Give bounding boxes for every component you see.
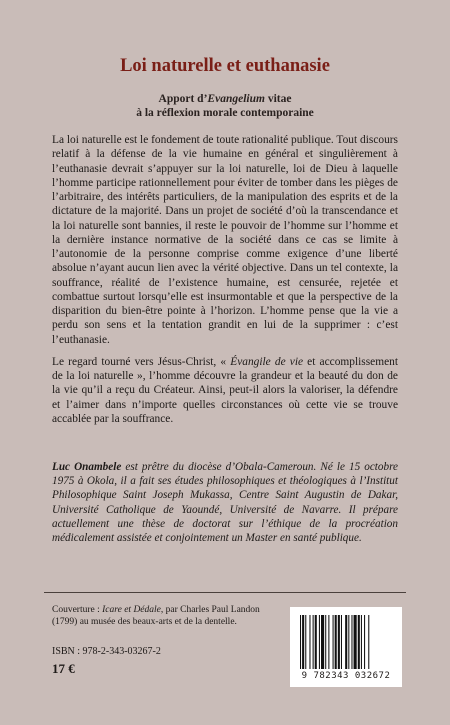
paragraph-2-italic: Évangile de vie bbox=[230, 355, 304, 368]
subtitle-line-1 bbox=[0, 92, 450, 106]
subtitle-suffix: vitae bbox=[264, 93, 292, 105]
book-subtitle bbox=[0, 92, 450, 120]
cover-credits bbox=[52, 604, 262, 628]
book-title: Loi naturelle et euthanasie bbox=[120, 56, 330, 76]
price: 17 € bbox=[52, 661, 75, 676]
subtitle-prefix: Apport d’ bbox=[158, 93, 208, 105]
author-bio-text: est prêtre du diocèse d’Obala-Cameroun. Né le 15 octobre 1975 à Okola, il a fait ses études philosophiques et théologiques à l’Institut Philosophique Saint Joseph Mukassa, Centre Saint Augustin de Dakar, Université Catholique de Yaoundé, Université de Navarre. Il prépare actuellement une thèse de doctorat sur l’éthique de la procréation médicalement assistée et conjointement un Master en santé publique. bbox=[52, 461, 398, 545]
author-bio bbox=[52, 460, 398, 545]
credits-suffix: , par Charles Paul Landon (1799) au musée des beaux-arts et de la dentelle. bbox=[52, 605, 260, 627]
credits-prefix: Couverture : bbox=[52, 605, 103, 615]
divider bbox=[44, 592, 406, 593]
barcode bbox=[290, 607, 402, 687]
paragraph-2-start: Le regard tourné vers Jésus-Christ, « bbox=[52, 355, 231, 368]
subtitle-italic: Evangelium bbox=[207, 93, 265, 105]
author-name: Luc Onambele bbox=[52, 461, 122, 473]
isbn: ISBN : 978-2-343-03267-2 bbox=[52, 646, 161, 657]
summary-paragraph-1: La loi naturelle est le fondement de toute rationalité publique. Tout discours relatif à la défense de la vie humaine en général et singulièrement à l’euthanasie devrait s’appuyer sur la loi naturelle, loi de Dieu à laquelle l’homme participe rationnellement pour éviter de tomber dans les pièges de l’arbitraire, des intérêts particuliers, de la manipulation des esprits et de la dictature de la majorité. Dans un projet de société d’où la transcendance et la loi naturelle sont bannies, il reste le pouvoir de l’homme sur l’homme et la dernière instance normative de la société dans ce cas se limite à l’autonomie de la personne comprise comme exigence d’une liberté absolue n’ayant aucun lien avec la vérité objective. Dans un tel contexte, la souffrance, réalité de l’existence humaine, est censurée, rejetée et combattue surtout lorsqu’elle est insurmontable et que la perspective de la disparition du bien-être pointe à l’horizon. L’homme pense que la vie a perdu son sens et la tentation grandit en lui de la supprimer : c’est l’euthanasie. bbox=[52, 134, 398, 346]
barcode-number: 9 782343 032672 bbox=[301, 671, 391, 681]
credits-work: Icare et Dédale bbox=[102, 605, 161, 615]
paragraph-2-end: et accomplissement de la loi naturelle », l’homme découvre la grandeur et la beauté du don de la vie qu’il a reçu du Créateur. Ainsi, peut-il alors la valoriser, la défendre et l’aimer dans n’importe quelles circonstances où cette vie se trouve accablée par la souffrance. bbox=[52, 355, 398, 425]
subtitle-line-2: à la réflexion morale contemporaine bbox=[136, 107, 314, 119]
summary-text bbox=[52, 133, 398, 434]
barcode-bars-icon bbox=[298, 615, 394, 671]
summary-paragraph-2 bbox=[52, 355, 398, 426]
